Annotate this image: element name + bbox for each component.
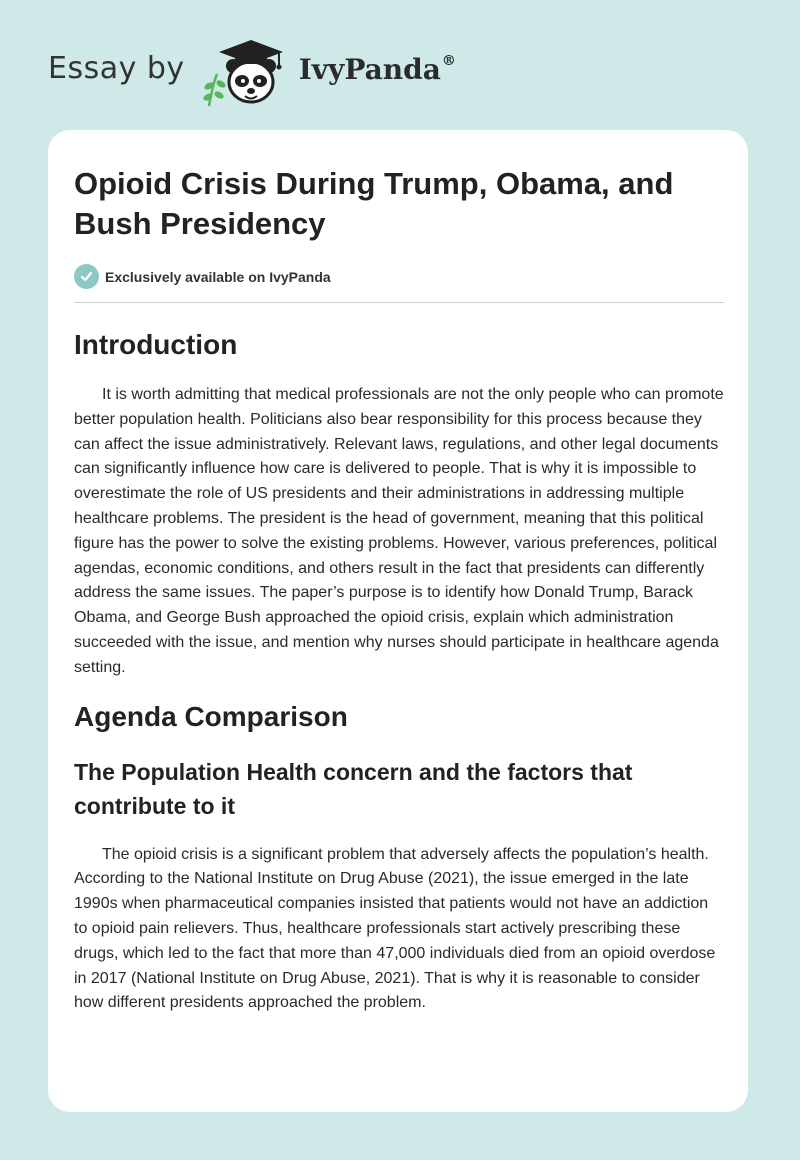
exclusive-badge-label: Exclusively available on IvyPanda (105, 268, 331, 285)
brand-name: IvyPanda® (298, 52, 456, 86)
introduction-paragraph: It is worth admitting that medical professionals are not the only people who can promote better population health. Politicians also bear responsibility for this process because they can affect the issue administratively. Relevant laws, regulations, and other legal documents can significantly influence how care is delivered to people. That is why it is impossible to overestimate the role of US presidents and their administrations in addressing multiple healthcare problems. The president is the head of government, meaning that this political figure has the power to solve the existing problems. However, various preferences, political agendas, economic conditions, and others result in the fact that presidents can differently address the same issues. The paper’s purpose is to identify how Donald Trump, Barack Obama, and George Bush approached the opioid crisis, explain which administration succeeded with the issue, and mention why nurses should participate in healthcare agenda setting. (74, 386, 724, 676)
subheading-population-health: The Population Health concern and the factors that contribute to it (74, 758, 633, 819)
brand-header (48, 36, 456, 108)
brand-prefix: Essay by (48, 50, 185, 86)
article-title: Opioid Crisis During Trump, Obama, and Bush Presidency (74, 166, 674, 241)
title-divider (74, 302, 724, 303)
article-card (48, 130, 748, 1112)
agenda-comparison-paragraph: The opioid crisis is a significant problem that adversely affects the population’s health. According to the National Institute on Drug Abuse (2021), the issue emerged in the late 1990s when pharmaceutical companies insisted that patients would not have an addiction to opioid pain relievers. Thus, healthcare professionals start actively prescribing these drugs, which led to the fact that more than 47,000 individuals died from an opioid overdose in 2017 (National Institute on Drug Abuse, 2021). That is why it is reasonable to consider how different presidents approached the problem. (74, 845, 716, 1012)
exclusive-badge (74, 264, 724, 289)
panda-graduate-logo-icon (199, 36, 295, 108)
article-content (74, 164, 724, 1016)
section-heading-agenda-comparison: Agenda Comparison (74, 700, 348, 732)
section-heading-introduction: Introduction (74, 329, 238, 360)
check-icon (74, 264, 99, 289)
